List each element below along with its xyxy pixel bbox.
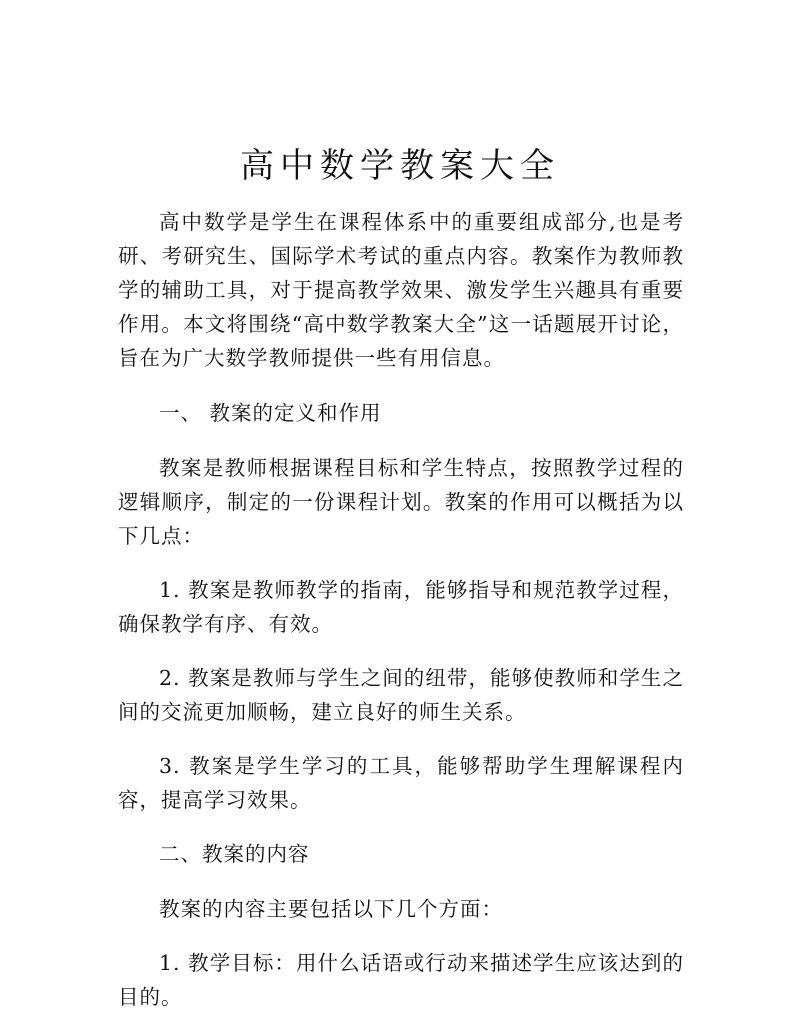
list-item: 1. 教案是教师教学的指南，能够指导和规范教学过程，确保教学有序、有效。 bbox=[118, 578, 684, 636]
list-item: 2. 教案是教师与学生之间的纽带，能够使教师和学生之间的交流更加顺畅，建立良好的师生关系。 bbox=[118, 666, 684, 724]
section-heading-content: 二、教案的内容 bbox=[159, 842, 310, 866]
intro-paragraph: 高中数学是学生在课程体系中的重要组成部分,也是考研、考研究生、国际学术考试的重点内容。教案作为教师教学的辅助工具，对于提高教学效果、激发学生兴趣具有重要作用。本文将围绕“高中数学教案大全”这一话题展开讨论，旨在为广大数学教师提供一些有用信息。 bbox=[118, 210, 684, 370]
list-item: 1. 教学目标：用什么话语或行动来描述学生应该达到的目的。 bbox=[118, 951, 684, 1009]
list-item: 3. 教案是学生学习的工具，能够帮助学生理解课程内容，提高学习效果。 bbox=[118, 754, 684, 812]
definition-paragraph: 教案是教师根据课程目标和学生特点，按照教学过程的逻辑顺序，制定的一份课程计划。教案的作用可以概括为以下几点： bbox=[118, 456, 684, 548]
section-heading-definition: 一、 教案的定义和作用 bbox=[159, 401, 382, 425]
document-title: 高中数学教案大全 bbox=[240, 146, 560, 186]
content-intro-paragraph: 教案的内容主要包括以下几个方面： bbox=[159, 897, 503, 921]
document-body bbox=[118, 205, 684, 1014]
